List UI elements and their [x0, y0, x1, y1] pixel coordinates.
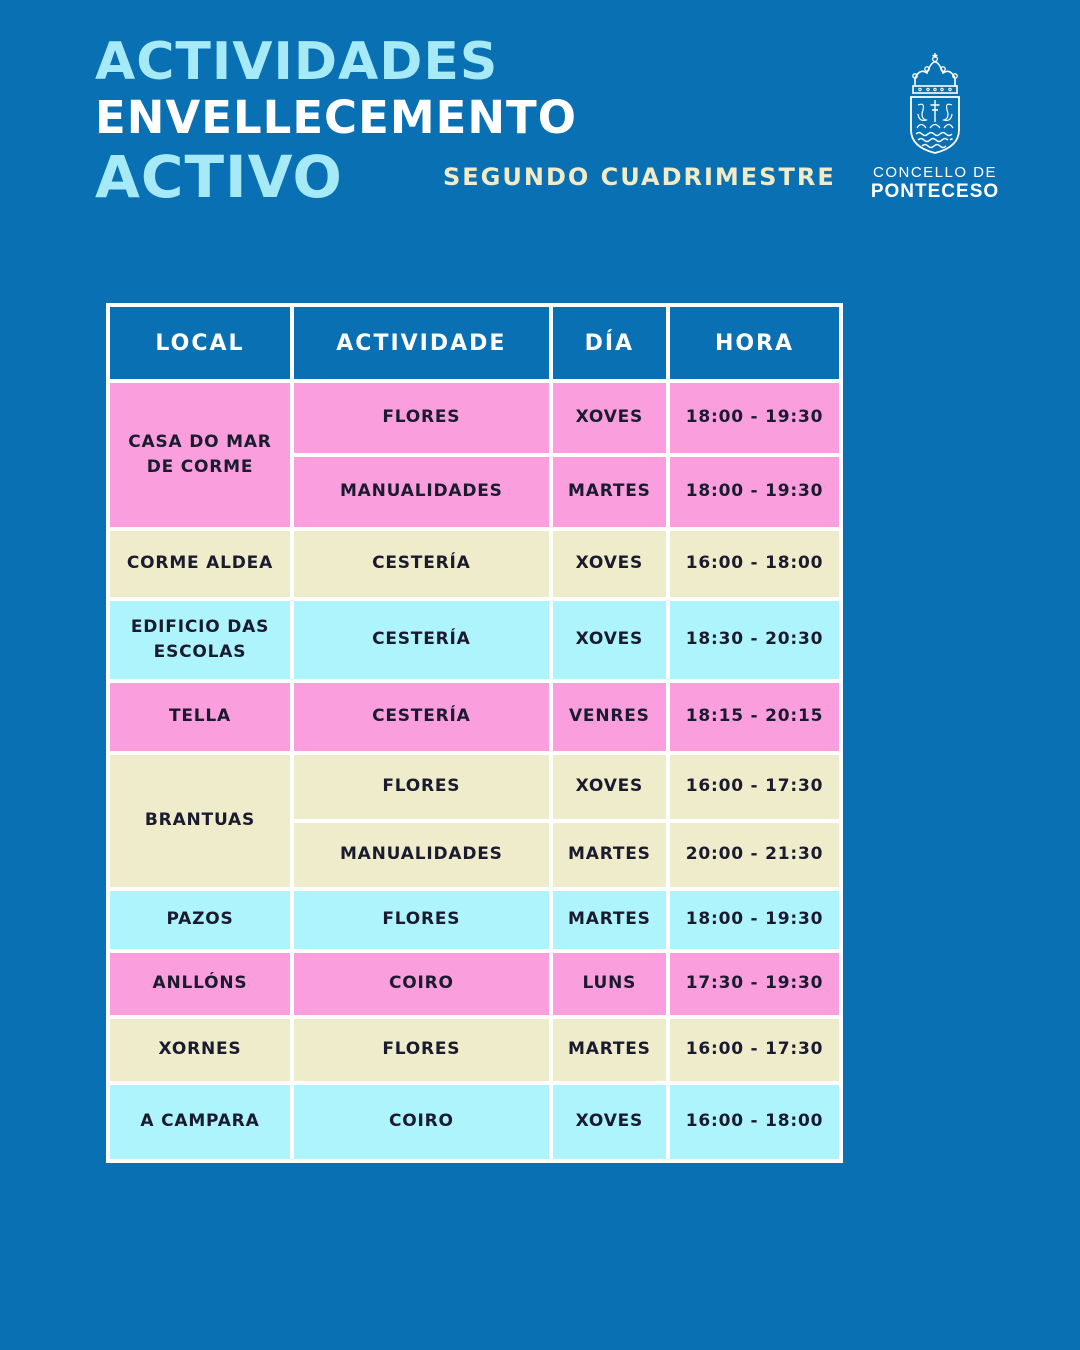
header-local: LOCAL	[108, 305, 292, 381]
table-row	[108, 681, 841, 753]
cell-activity: FLORES	[292, 889, 551, 951]
cell-day: LUNS	[551, 951, 668, 1017]
table-row	[108, 529, 841, 599]
cell-local: TELLA	[108, 681, 292, 753]
cell-day: MARTES	[551, 455, 668, 529]
cell-day: XOVES	[551, 381, 668, 455]
header-hora: HORA	[668, 305, 841, 381]
logo-org-line-2: PONTECESO	[870, 181, 1000, 202]
cell-time: 18:15 - 20:15	[668, 681, 841, 753]
cell-time: 18:30 - 20:30	[668, 599, 841, 681]
cell-time: 16:00 - 17:30	[668, 753, 841, 821]
cell-time: 16:00 - 18:00	[668, 529, 841, 599]
cell-local: ANLLÓNS	[108, 951, 292, 1017]
cell-day: XOVES	[551, 599, 668, 681]
activities-schedule-table	[106, 303, 843, 1163]
subtitle: SEGUNDO CUADRIMESTRE	[443, 163, 836, 191]
cell-activity: CESTERÍA	[292, 599, 551, 681]
cell-time: 18:00 - 19:30	[668, 381, 841, 455]
table-row	[108, 889, 841, 951]
cell-local: A CAMPARA	[108, 1083, 292, 1161]
cell-time: 18:00 - 19:30	[668, 455, 841, 529]
table-row	[108, 753, 841, 821]
cell-time: 18:00 - 19:30	[668, 889, 841, 951]
cell-local: EDIFICIO DAS ESCOLAS	[108, 599, 292, 681]
logo-org-line-1: CONCELLO DE	[872, 164, 998, 181]
cell-activity: COIRO	[292, 951, 551, 1017]
cell-time: 20:00 - 21:30	[668, 821, 841, 889]
title-line-2: ENVELLECEMENTO	[95, 91, 577, 144]
cell-activity: CESTERÍA	[292, 529, 551, 599]
cell-activity: FLORES	[292, 1017, 551, 1083]
cell-time: 17:30 - 19:30	[668, 951, 841, 1017]
cell-activity: MANUALIDADES	[292, 455, 551, 529]
table-row	[108, 951, 841, 1017]
cell-day: XOVES	[551, 753, 668, 821]
title-line-3: ACTIVO	[95, 143, 343, 211]
cell-local: CORME ALDEA	[108, 529, 292, 599]
cell-activity: MANUALIDADES	[292, 821, 551, 889]
title-line-1: ACTIVIDADES	[95, 32, 499, 92]
cell-day: XOVES	[551, 1083, 668, 1161]
cell-activity: CESTERÍA	[292, 681, 551, 753]
cell-day: MARTES	[551, 889, 668, 951]
table-header-row	[108, 305, 841, 381]
cell-activity: FLORES	[292, 381, 551, 455]
cell-time: 16:00 - 18:00	[668, 1083, 841, 1161]
cell-day: MARTES	[551, 1017, 668, 1083]
header-actividade: ACTIVIDADE	[292, 305, 551, 381]
cell-activity: COIRO	[292, 1083, 551, 1161]
cell-activity: FLORES	[292, 753, 551, 821]
table-row	[108, 1083, 841, 1161]
concello-ponteceso-logo	[855, 50, 1015, 203]
cell-day: VENRES	[551, 681, 668, 753]
cell-local: XORNES	[108, 1017, 292, 1083]
table-row	[108, 1017, 841, 1083]
cell-local: PAZOS	[108, 889, 292, 951]
cell-time: 16:00 - 17:30	[668, 1017, 841, 1083]
cell-local: CASA DO MAR DE CORME	[108, 381, 292, 529]
table-row	[108, 381, 841, 455]
table-row	[108, 599, 841, 681]
coat-of-arms-icon	[855, 50, 1015, 158]
cell-day: XOVES	[551, 529, 668, 599]
header-dia: DÍA	[551, 305, 668, 381]
cell-day: MARTES	[551, 821, 668, 889]
cell-local: BRANTUAS	[108, 753, 292, 889]
